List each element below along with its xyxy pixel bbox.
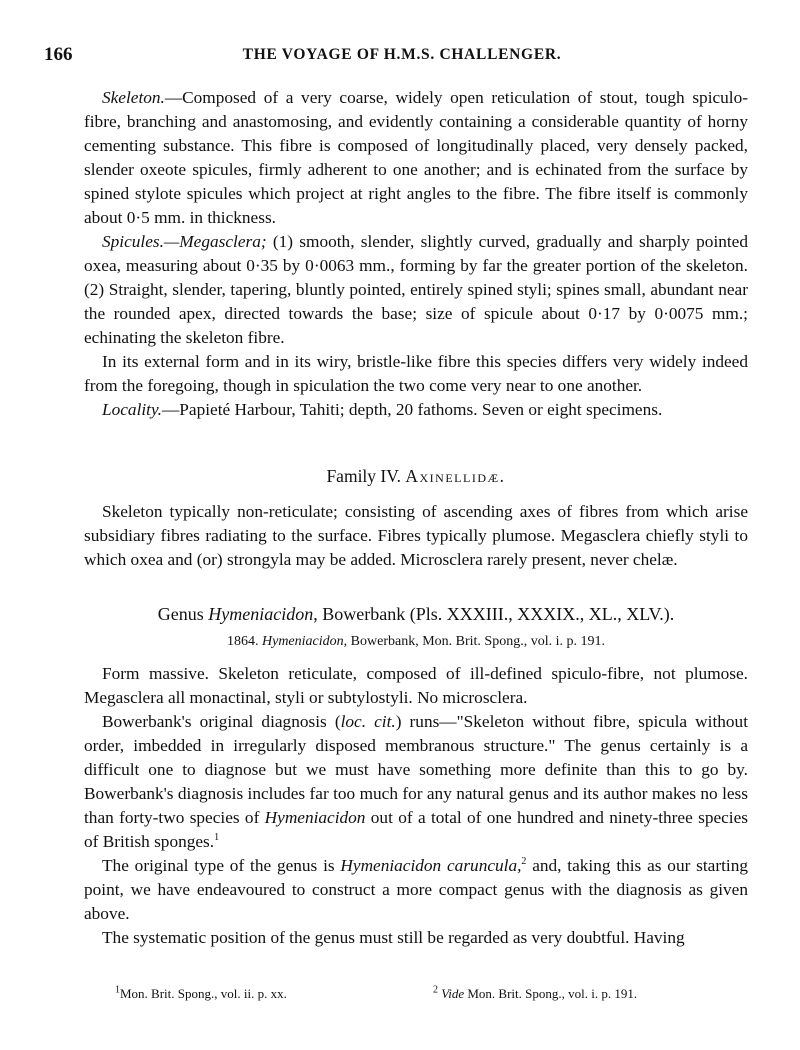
spicules-text: (1) smooth, slender, slightly curved, gradually and sharply pointed oxea, measuring about 0·35 by 0·0063 mm., forming by far the greater portion of the skeleton. (2) Straight, slender, tapering, bluntly pointed, entirely spined styli; spines small, abundant near the rounded apex, directed towards the base; size of spicule about 0·17 by 0·0075 mm.; echinating the skeleton fibre. xyxy=(84,232,748,347)
locality-text: —Papieté Harbour, Tahiti; depth, 20 fathoms. Seven or eight specimens. xyxy=(162,400,663,419)
genus-prefix: Genus xyxy=(157,604,204,624)
footnote-2-vide: Vide xyxy=(441,986,465,1001)
genus-citation xyxy=(84,630,748,654)
genus-heading xyxy=(84,602,748,626)
type-text-1: The original type of the genus is xyxy=(102,856,341,875)
diagnosis-text-3: out of a total of one hundred and ninety-three species of British sponges. xyxy=(84,808,748,851)
locality-label: Locality. xyxy=(102,400,163,419)
loc-cit: loc. cit. xyxy=(340,712,396,731)
diagnosis-paragraph xyxy=(84,710,748,854)
form-paragraph: Form massive. Skeleton reticulate, composed of ill-defined spiculo-fibre, not plumose. Megasclera all monactinal, styli or subtylostyli. No microsclera. xyxy=(84,664,748,707)
footnote-2-mark: 2 xyxy=(433,984,438,996)
footnote-1 xyxy=(115,986,287,1002)
family-description: Skeleton typically non-reticulate; consisting of ascending axes of fibres from which arise subsidiary fibres radiating to the surface. Fibres typically plumose. Megasclera chiefly styli to which oxea and (or) strongyla may be added. Microsclera rarely present, never chelæ. xyxy=(84,502,748,569)
genus-suffix: , Bowerbank (Pls. XXXIII., XXXIX., XL., XLV.). xyxy=(313,604,675,624)
type-paragraph xyxy=(84,854,748,926)
family-heading xyxy=(84,464,748,488)
diagnosis-genus: Hymeniacidon xyxy=(264,808,366,827)
diagnosis-text-2: ) runs—"Skeleton without fibre, spicula without order, imbedded in irregularly disposed membranous structure." The genus certainly is a difficult one to diagnose but we must have something more definite than this to go by. Bowerbank's diagnosis includes far too much for any natural genus and its author makes no less than forty-two species of xyxy=(84,712,748,827)
skeleton-text: —Composed of a very coarse, widely open reticulation of stout, tough spiculo-fibre, branching and anastomosing, and evidently containing a considerable quantity of horny cementing substance. This fibre is composed of longitudinally placed, very densely packed, slender oxeote spicules, firmly adherent to one another; and is echinated from the surface by spined stylote spicules which project at right angles to the fibre. The fibre itself is commonly about 0·5 mm. in thickness. xyxy=(84,88,748,227)
citation-year: 1864. xyxy=(227,634,259,649)
running-title: THE VOYAGE OF H.M.S. CHALLENGER. xyxy=(242,46,562,63)
skeleton-paragraph xyxy=(84,86,748,230)
page-number: 166 xyxy=(44,44,73,65)
footnote-ref-1[interactable]: 1 xyxy=(214,832,220,844)
skeleton-label: Skeleton. xyxy=(102,88,165,107)
footnote-2-text: Mon. Brit. Spong., vol. i. p. 191. xyxy=(464,986,638,1001)
footnotes xyxy=(115,986,755,1008)
genus-name: Hymeniacidon xyxy=(208,604,314,624)
spicules-paragraph xyxy=(84,230,748,350)
diagnosis-text-1: Bowerbank's original diagnosis ( xyxy=(102,712,341,731)
spicules-label: Spicules.—Megasclera; xyxy=(102,232,267,251)
citation-name: Hymeniacidon xyxy=(262,634,344,649)
footnote-2 xyxy=(433,986,637,1002)
position-paragraph: The systematic position of the genus must still be regarded as very doubtful. Having xyxy=(102,928,685,947)
locality-paragraph xyxy=(84,398,748,422)
footnote-1-mark: 1 xyxy=(115,984,120,996)
family-prefix: Family IV. xyxy=(326,466,401,486)
family-name: Axinellidæ. xyxy=(405,466,506,486)
running-header xyxy=(44,44,760,68)
type-species: Hymeniacidon caruncula, xyxy=(340,856,522,875)
body-text xyxy=(84,86,748,950)
footnote-ref-2[interactable]: 2 xyxy=(521,856,527,868)
external-form-paragraph: In its external form and in its wiry, bristle-like fibre this species differs very widely indeed from the foregoing, though in spiculation the two come very near to one another. xyxy=(84,352,748,395)
citation-rest: , Bowerbank, Mon. Brit. Spong., vol. i. p. 191. xyxy=(343,634,605,649)
type-text-2: and, taking this as our starting point, we have endeavoured to construct a more compact genus with the diagnosis as given above. xyxy=(84,856,748,923)
footnote-1-text: Mon. Brit. Spong., vol. ii. p. xx. xyxy=(120,986,287,1001)
